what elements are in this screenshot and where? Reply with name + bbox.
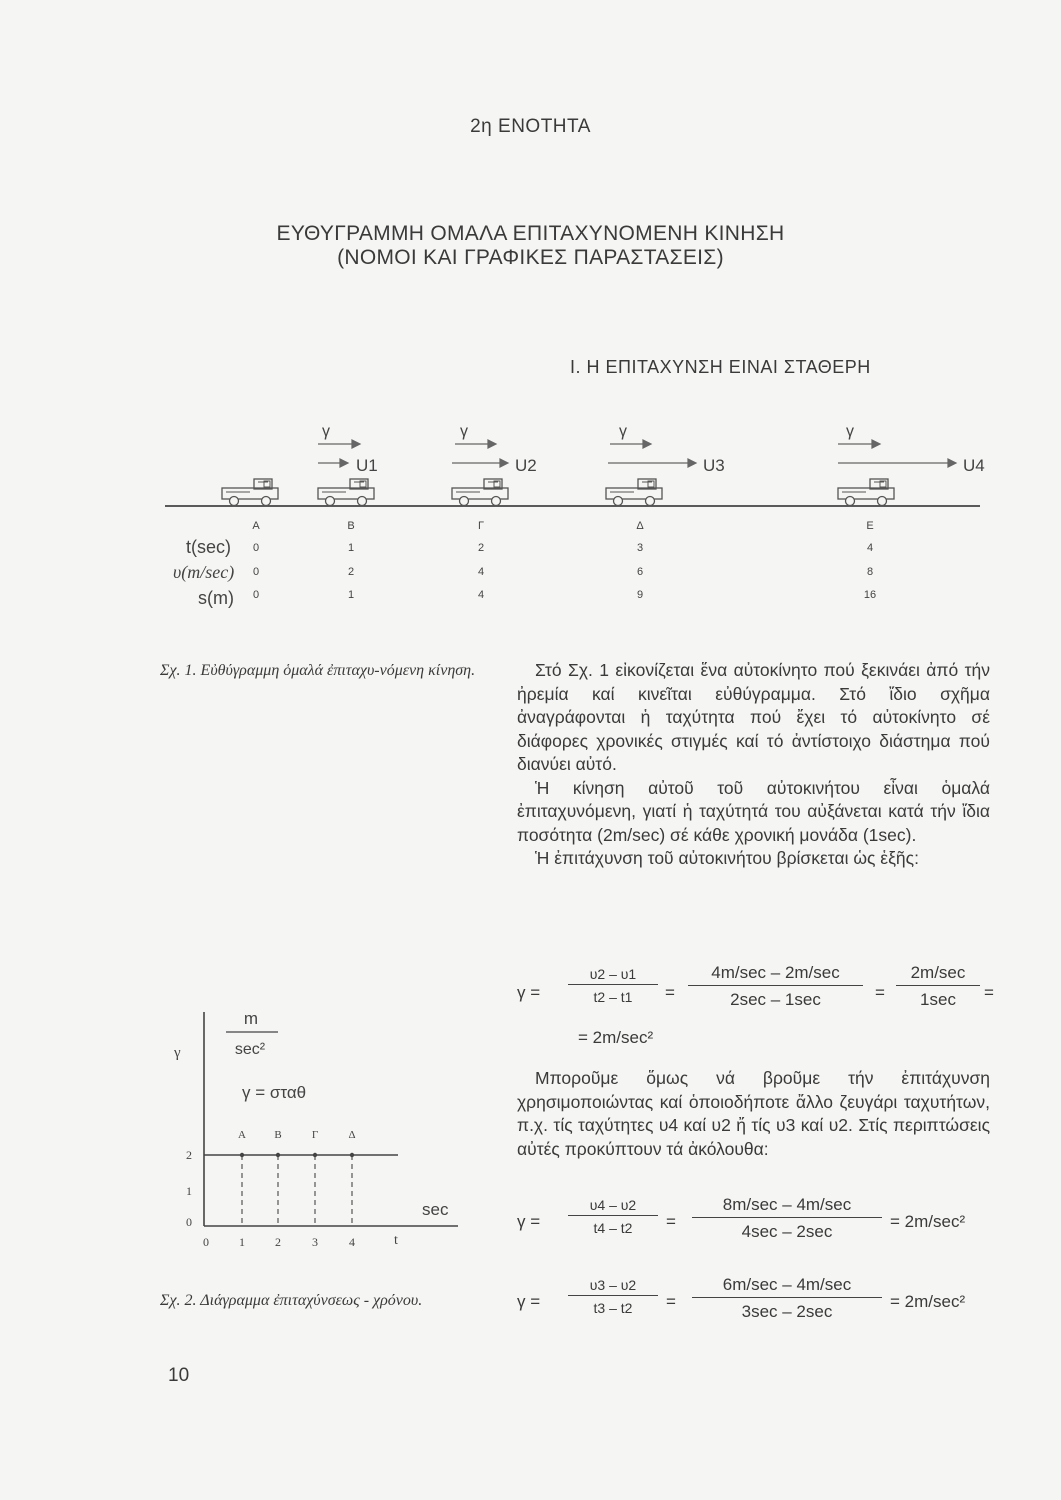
v-value-d: 6 xyxy=(636,566,644,578)
eq2-f2-denominator: 4sec – 2sec xyxy=(741,1222,833,1241)
equation-3-result: = 2m/sec² xyxy=(890,1292,966,1311)
equation-2-equals: = xyxy=(666,1212,676,1231)
eq3-f1-denominator: t3 – t2 xyxy=(593,1300,633,1316)
eq1-f2-numerator: 4m/sec – 2m/sec xyxy=(688,963,863,986)
graph-point-d xyxy=(350,1153,354,1157)
y-unit-numerator: m xyxy=(243,1009,259,1028)
eq3-f2-numerator: 6m/sec – 4m/sec xyxy=(692,1275,882,1298)
x-tick-1: 1 xyxy=(239,1235,245,1249)
chapter-title-line1: ΕΥΘΥΓΡΑΜΜΗ ΟΜΑΛΑ ΕΠΙΤΑΧΥΝΟΜΕΝΗ ΚΙΝΗΣΗ xyxy=(276,222,785,245)
row-label-velocity: υ(m/sec) xyxy=(173,562,235,582)
t-value-b: 1 xyxy=(347,542,355,554)
paragraph-1: Στό Σχ. 1 εἰκονίζεται ἕνα αὐτοκίνητο πού ξεκινάει ἀπό τήν ἠρεμία καί κινεῖται εὐθύγραμμα. Στό ἴδιο σχῆμα ἀναγράφονται ἡ ταχύτητα πού ἔχει τό αὐτοκίνητο σέ διάφορες χρονικές στιγμές καί τό ἀντίστοιχο διάστημα πού διανύει αὐτό. xyxy=(517,660,990,774)
truck-icon-a xyxy=(222,479,278,506)
eq3-f1-numerator: υ3 – υ2 xyxy=(568,1277,658,1296)
graph-point-label-c: Γ xyxy=(311,1129,319,1141)
v-value-c: 4 xyxy=(477,566,485,578)
figure-2-acceleration-time-diagram xyxy=(160,1000,480,1255)
eq3-f2-denominator: 3sec – 2sec xyxy=(741,1302,833,1321)
graph-point-a xyxy=(240,1153,244,1157)
equation-1-equals-2: = xyxy=(875,983,885,1002)
equation-3-fraction-2 xyxy=(692,1275,882,1322)
eq2-f2-numerator: 8m/sec – 4m/sec xyxy=(692,1195,882,1218)
x-tick-3: 3 xyxy=(312,1235,318,1249)
equation-1-fraction-2 xyxy=(688,963,863,1010)
eq2-f1-numerator: υ4 – υ2 xyxy=(568,1197,658,1216)
s-value-b: 1 xyxy=(347,589,355,601)
truck-icon-c xyxy=(452,479,508,506)
equation-3-fraction-1 xyxy=(568,1277,658,1316)
truck-icon-b xyxy=(318,479,374,506)
figure-1-motion-diagram xyxy=(0,400,1061,630)
equation-1-fraction-3 xyxy=(896,963,980,1010)
y-tick-2: 2 xyxy=(186,1148,192,1162)
row-label-distance: s(m) xyxy=(198,588,234,608)
x-axis-label: t xyxy=(394,1233,398,1248)
accel-label-1: γ xyxy=(322,423,330,440)
velocity-label-1: U1 xyxy=(356,456,378,475)
y-tick-0: 0 xyxy=(186,1215,192,1229)
v-value-a: 0 xyxy=(252,566,260,578)
x-tick-2: 2 xyxy=(275,1235,281,1249)
x-tick-4: 4 xyxy=(349,1235,355,1249)
equation-3-lhs: γ = xyxy=(517,1292,541,1311)
equation-1-fraction-1 xyxy=(568,966,658,1005)
chapter-title-line2: (ΝΟΜΟΙ ΚΑΙ ΓΡΑΦΙΚΕΣ ΠΑΡΑΣΤΑΣΕΙΣ) xyxy=(337,246,724,269)
velocity-label-2: U2 xyxy=(515,456,537,475)
x-tick-0: 0 xyxy=(203,1235,209,1249)
y-unit-denominator: sec² xyxy=(234,1041,266,1058)
graph-point-label-b: Β xyxy=(274,1129,282,1141)
s-value-c: 4 xyxy=(477,589,485,601)
accel-label-4: γ xyxy=(846,423,854,440)
paragraph-block-1 xyxy=(517,659,990,871)
graph-point-c xyxy=(313,1153,317,1157)
equation-3-equals: = xyxy=(666,1292,676,1311)
point-label-b: Β xyxy=(347,520,355,532)
eq1-f2-denominator: 2sec – 1sec xyxy=(730,990,821,1009)
point-label-d: Δ xyxy=(636,520,644,532)
t-value-d: 3 xyxy=(636,542,644,554)
equation-1-lhs: γ = xyxy=(517,983,541,1002)
x-unit-label: sec xyxy=(422,1200,449,1219)
truck-icon-d xyxy=(606,479,662,506)
graph-point-b xyxy=(276,1153,280,1157)
equation-1-equals: = xyxy=(665,983,675,1002)
t-value-a: 0 xyxy=(252,542,260,554)
constant-acceleration-label: γ = σταθ xyxy=(242,1083,307,1102)
s-value-e: 16 xyxy=(863,589,877,601)
section-label: 2η ΕΝΟΤΗΤΑ xyxy=(470,116,591,137)
equation-1-equals-3: = xyxy=(984,983,994,1002)
t-value-e: 4 xyxy=(866,542,874,554)
paragraph-3: Ἡ ἐπιτάχυνση τοῦ αὐτοκινήτου βρίσκεται ὡς ἑξῆς: xyxy=(535,848,919,868)
equation-2-fraction-1 xyxy=(568,1197,658,1236)
point-label-c: Γ xyxy=(477,520,485,532)
equation-1-result: = 2m/sec² xyxy=(578,1028,654,1047)
point-label-a: Α xyxy=(252,520,260,532)
page-number: 10 xyxy=(168,1365,190,1386)
equation-2-fraction-2 xyxy=(692,1195,882,1242)
figure-2-caption: Σχ. 2. Διάγραμμα ἐπιταχύνσεως - χρόνου. xyxy=(160,1292,423,1309)
section-subtitle: Ι. Η ΕΠΙΤΑΧΥΝΣΗ ΕΙΝΑΙ ΣΤΑΘΕΡΗ xyxy=(570,357,871,377)
s-value-d: 9 xyxy=(636,589,644,601)
t-value-c: 2 xyxy=(477,542,485,554)
y-axis-label: γ xyxy=(174,1045,181,1061)
velocity-label-3: U3 xyxy=(703,456,725,475)
paragraph-block-2 xyxy=(517,1067,990,1161)
truck-icon-e xyxy=(838,479,894,506)
equation-2-result: = 2m/sec² xyxy=(890,1212,966,1231)
accel-label-3: γ xyxy=(619,423,627,440)
s-value-a: 0 xyxy=(252,589,260,601)
accel-label-2: γ xyxy=(460,423,468,440)
paragraph-2: Ἡ κίνηση αὐτοῦ τοῦ αὐτοκινήτου εἶναι ὁμαλά ἐπιταχυνόμενη, γιατί ἡ ταχύτητά του αὐξάνεται κατά τήν ἴδια ποσότητα (2m/sec) σέ κάθε χρονική μονάδα (1sec). xyxy=(517,777,990,845)
eq1-f1-denominator: t2 – t1 xyxy=(593,989,633,1005)
eq1-f1-numerator: υ2 – υ1 xyxy=(568,966,658,985)
paragraph-4: Μποροῦμε ὅμως νά βροῦμε τήν ἐπιτάχυνση χρησιμοποιώντας καί ὁποιοδήποτε ἄλλο ζευγάρι ταχυτήτων, π.χ. τίς ταχύτητες υ4 καί υ2 ἤ τίς υ3 καί υ2. Στίς περιπτώσεις αὐτές προκύπτουν τά ἀκόλουθα: xyxy=(517,1068,990,1159)
graph-point-label-a: Α xyxy=(238,1129,246,1141)
equation-2-lhs: γ = xyxy=(517,1212,541,1231)
graph-point-label-d: Δ xyxy=(348,1129,356,1141)
eq1-f3-denominator: 1sec xyxy=(920,990,956,1009)
eq1-f3-numerator: 2m/sec xyxy=(896,963,980,986)
velocity-label-4: U4 xyxy=(963,456,985,475)
v-value-e: 8 xyxy=(866,566,874,578)
figure-1-caption: Σχ. 1. Εὐθύγραμμη ὁμαλά ἐπιταχυ-νόμενη κίνηση. xyxy=(160,662,476,679)
row-label-time: t(sec) xyxy=(186,537,231,557)
point-label-e: Ε xyxy=(866,520,874,532)
v-value-b: 2 xyxy=(347,566,355,578)
eq2-f1-denominator: t4 – t2 xyxy=(593,1220,633,1236)
y-tick-1: 1 xyxy=(186,1184,192,1198)
